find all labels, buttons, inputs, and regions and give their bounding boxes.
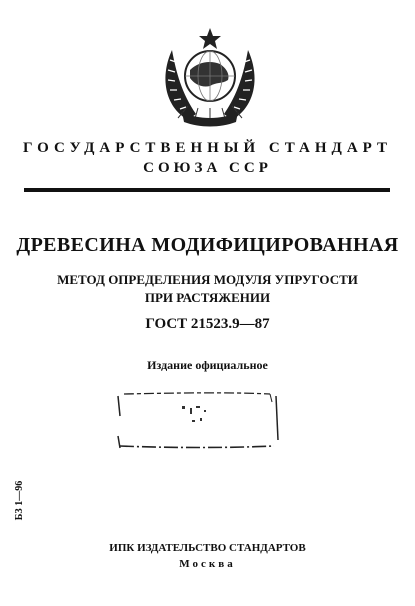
edition-label: Издание официальное [147,358,268,372]
standard-number: ГОСТ 21523.9—87 [145,316,270,332]
side-mark [13,470,27,530]
header-line-1: ГОСУДАРСТВЕННЫЙ СТАНДАРТ [22,140,393,156]
subtitle-line-2: ПРИ РАСТЯЖЕНИИ [144,290,271,305]
publisher-city: Москва [179,558,236,570]
publisher-name: ИПК ИЗДАТЕЛЬСТВО СТАНДАРТОВ [109,542,306,554]
side-mark-text: БЗ 1—96 [14,480,26,520]
subtitle-line-1: МЕТОД ОПРЕДЕЛЕНИЯ МОДУЛЯ УПРУГОСТИ [57,272,358,287]
header-divider [24,188,390,192]
document-title: ДРЕВЕСИНА МОДИФИЦИРОВАННАЯ [16,234,399,256]
header-line-2: СОЮЗА ССР [143,160,272,176]
ussr-coat-of-arms-icon [158,24,262,128]
library-stamp-icon [110,388,300,458]
